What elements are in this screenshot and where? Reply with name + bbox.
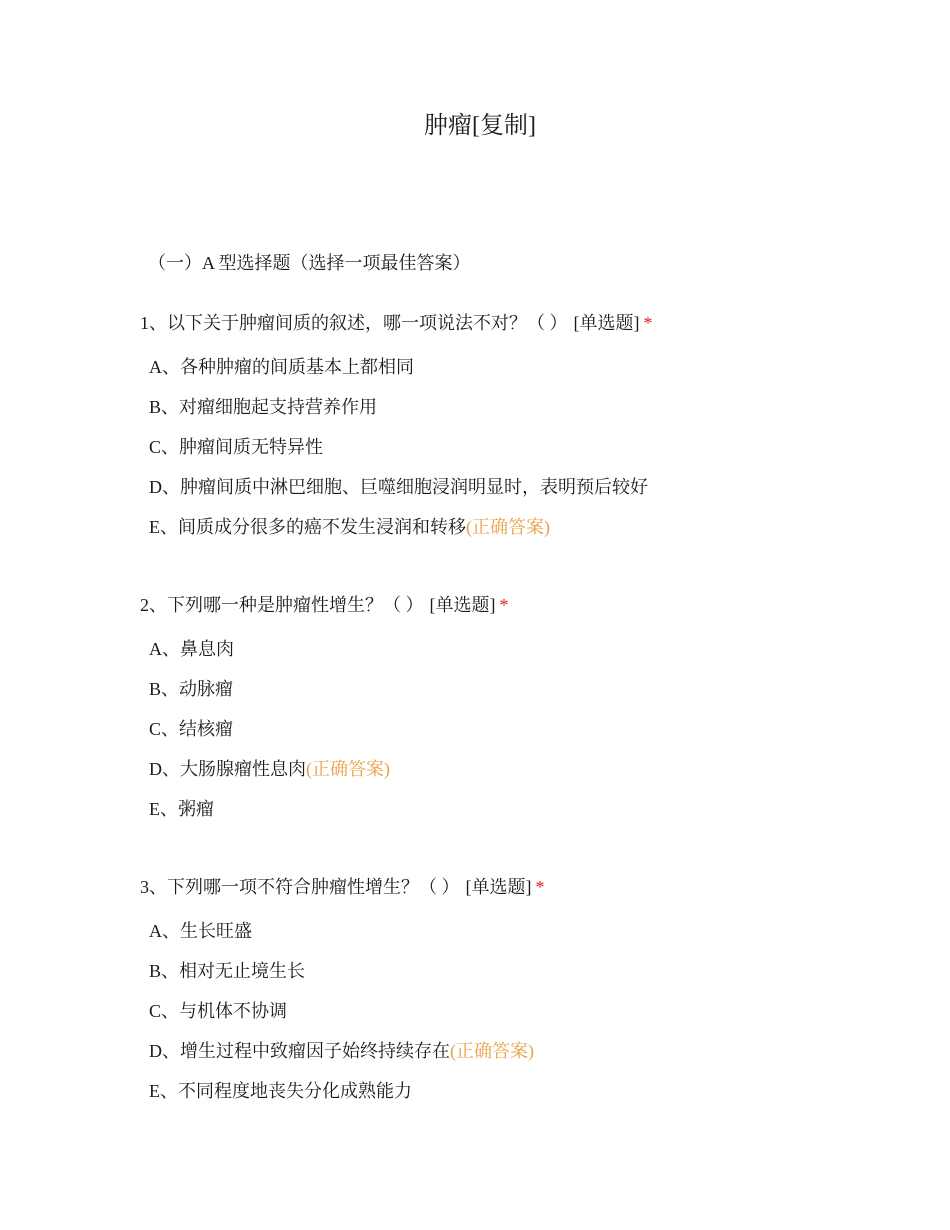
option-a[interactable]	[149, 354, 900, 394]
option-b[interactable]	[149, 958, 900, 998]
option-text: E、粥瘤	[149, 799, 214, 819]
option-list	[140, 918, 900, 1118]
option-a[interactable]	[149, 918, 900, 958]
option-text: E、不同程度地丧失分化成熟能力	[149, 1081, 412, 1101]
option-text: D、增生过程中致瘤因子始终持续存在	[149, 1041, 450, 1061]
option-list	[140, 636, 900, 836]
option-text: D、肿瘤间质中淋巴细胞、巨噬细胞浸润明显时，表明预后较好	[149, 477, 648, 497]
required-marker: *	[643, 313, 653, 333]
option-d[interactable]	[149, 1038, 900, 1078]
option-e[interactable]	[149, 1078, 900, 1118]
question-type-label: [单选题]	[573, 313, 640, 333]
question-text: 1、以下关于肿瘤间质的叙述，哪一项说法不对？（ ）	[140, 313, 568, 333]
question-2	[140, 592, 900, 836]
required-marker: *	[499, 595, 509, 615]
option-text: B、动脉瘤	[149, 679, 234, 699]
option-b[interactable]	[149, 394, 900, 434]
option-d[interactable]	[149, 474, 900, 514]
question-text: 3、下列哪一项不符合肿瘤性增生？（ ）	[140, 877, 460, 897]
correct-answer-tag: (正确答案)	[466, 517, 550, 537]
option-b[interactable]	[149, 676, 900, 716]
option-a[interactable]	[149, 636, 900, 676]
option-text: E、间质成分很多的癌不发生浸润和转移	[149, 517, 466, 537]
option-text: A、生长旺盛	[149, 921, 252, 941]
question-stem	[140, 592, 900, 618]
option-list	[140, 354, 900, 554]
question-stem	[140, 874, 900, 900]
option-c[interactable]	[149, 716, 900, 756]
question-3	[140, 874, 900, 1118]
option-text: B、对瘤细胞起支持营养作用	[149, 397, 378, 417]
option-e[interactable]	[149, 796, 900, 836]
question-type-label: [单选题]	[465, 877, 532, 897]
option-c[interactable]	[149, 434, 900, 474]
option-text: C、与机体不协调	[149, 1001, 288, 1021]
correct-answer-tag: (正确答案)	[306, 759, 390, 779]
correct-answer-tag: (正确答案)	[450, 1041, 534, 1061]
option-text: B、相对无止境生长	[149, 961, 306, 981]
section-heading: （一）A 型选择题（选择一项最佳答案）	[148, 253, 471, 273]
question-type-label: [单选题]	[429, 595, 496, 615]
option-text: A、鼻息肉	[149, 639, 234, 659]
option-text: C、肿瘤间质无特异性	[149, 437, 324, 457]
option-e[interactable]	[149, 514, 900, 554]
question-1	[140, 310, 900, 554]
option-c[interactable]	[149, 998, 900, 1038]
question-stem	[140, 310, 900, 336]
required-marker: *	[535, 877, 545, 897]
option-text: D、大肠腺瘤性息肉	[149, 759, 306, 779]
page-title: 肿瘤[复制]	[424, 113, 536, 139]
option-text: A、各种肿瘤的间质基本上都相同	[149, 357, 414, 377]
option-text: C、结核瘤	[149, 719, 234, 739]
question-text: 2、下列哪一种是肿瘤性增生？（ ）	[140, 595, 424, 615]
option-d[interactable]	[149, 756, 900, 796]
